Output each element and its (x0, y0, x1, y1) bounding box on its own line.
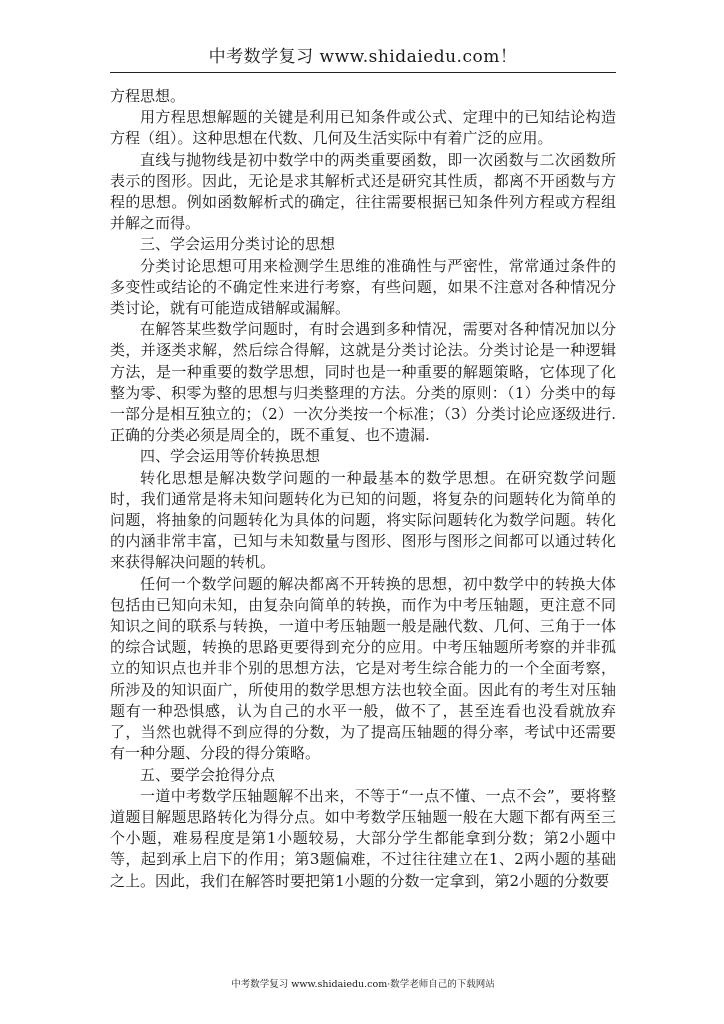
paragraph-line-parabola: 直线与抛物线是初中数学中的两类重要函数，即一次函数与二次函数所表示的图形。因此，无论是求其解析式还是研究其性质，都离不开函数与方程的思想。例如函数解析式的确定，往往需要根据已知条件列方程或方程组并解之而得。 (110, 150, 616, 233)
page-footer: 中考数学复习 www.shidaiedu.com·数学老师自己的下载网站 (231, 979, 495, 990)
section-heading-3: 三、学会运用分类讨论的思想 (140, 235, 336, 254)
page-header: 中考数学复习 www.shidaiedu.com！ (208, 47, 518, 67)
document-body (110, 86, 616, 892)
paragraph-classification-intro: 分类讨论思想可用来检测学生思维的准确性与严密性，常常通过条件的多变性或结论的不确定性来进行考察，有些问题，如果不注意对各种情况分类讨论，就有可能造成错解或漏解。 (110, 256, 616, 318)
header-divider (110, 72, 616, 73)
paragraph-continuation: 方程思想。 (110, 87, 186, 105)
section-heading-4: 四、学会运用等价转换思想 (140, 447, 321, 466)
paragraph-classification-method: 在解答某些数学问题时，有时会遇到多种情况，需要对各种情况加以分类，并逐类求解，然后综合得解，这就是分类讨论法。分类讨论是一种逻辑方法，是一种重要的数学思想，同时也是一种重要的解题策略，它体现了化整为零、积零为整的思想与归类整理的方法。分类的原则：（1）分类中的每一部分是相互独立的；（2）一次分类按一个标准；（3）分类讨论应逐级进行.正确的分类必须是周全的，既不重复、也不遗漏. (110, 320, 616, 445)
section-heading-5: 五、要学会抢得分点 (140, 765, 276, 784)
paragraph-transformation-intro: 转化思想是解决数学问题的一种最基本的数学思想。在研究数学问题时，我们通常是将未知问题转化为已知的问题，将复杂的问题转化为简单的问题，将抽象的问题转化为具体的问题，将实际问题转化为数学问题。转化的内涵非常丰富，已知与未知数量与图形、图形与图形之间都可以通过转化来获得解决问题的转机。 (110, 468, 616, 572)
paragraph-equation-key: 用方程思想解题的关键是利用已知条件或公式、定理中的已知结论构造方程（组）。这种思想在代数、几何及生活实际中有着广泛的应用。 (110, 108, 616, 148)
paragraph-transformation-exam: 任何一个数学问题的解决都离不开转换的思想，初中数学中的转换大体包括由已知向未知，由复杂向简单的转换，而作为中考压轴题，更注意不同知识之间的联系与转换，一道中考压轴题一般是融代数、几何、三角于一体的综合试题，转换的思路更要得到充分的应用。中考压轴题所考察的并非孤立的知识点也并非个别的思想方法，它是对考生综合能力的一个全面考察，所涉及的知识面广，所使用的数学思想方法也较全面。因此有的考生对压轴题有一种恐惧感，认为自己的水平一般，做不了，甚至连看也没看就放弃了，当然也就得不到应得的分数，为了提高压轴题的得分率，考试中还需要有一种分题、分段的得分策略。 (110, 574, 616, 763)
paragraph-scoring-points: 一道中考数学压轴题解不出来，不等于“一点不懂、一点不会”，要将整道题目解题思路转化为得分点。如中考数学压轴题一般在大题下都有两至三个小题，难易程度是第1小题较易，大部分学生都能拿到分数；第2小题中等，起到承上启下的作用；第3题偏难，不过往往建立在1、2两小题的基础之上。因此，我们在解答时要把第1小题的分数一定拿到，第2小题的分数要 (110, 786, 616, 890)
